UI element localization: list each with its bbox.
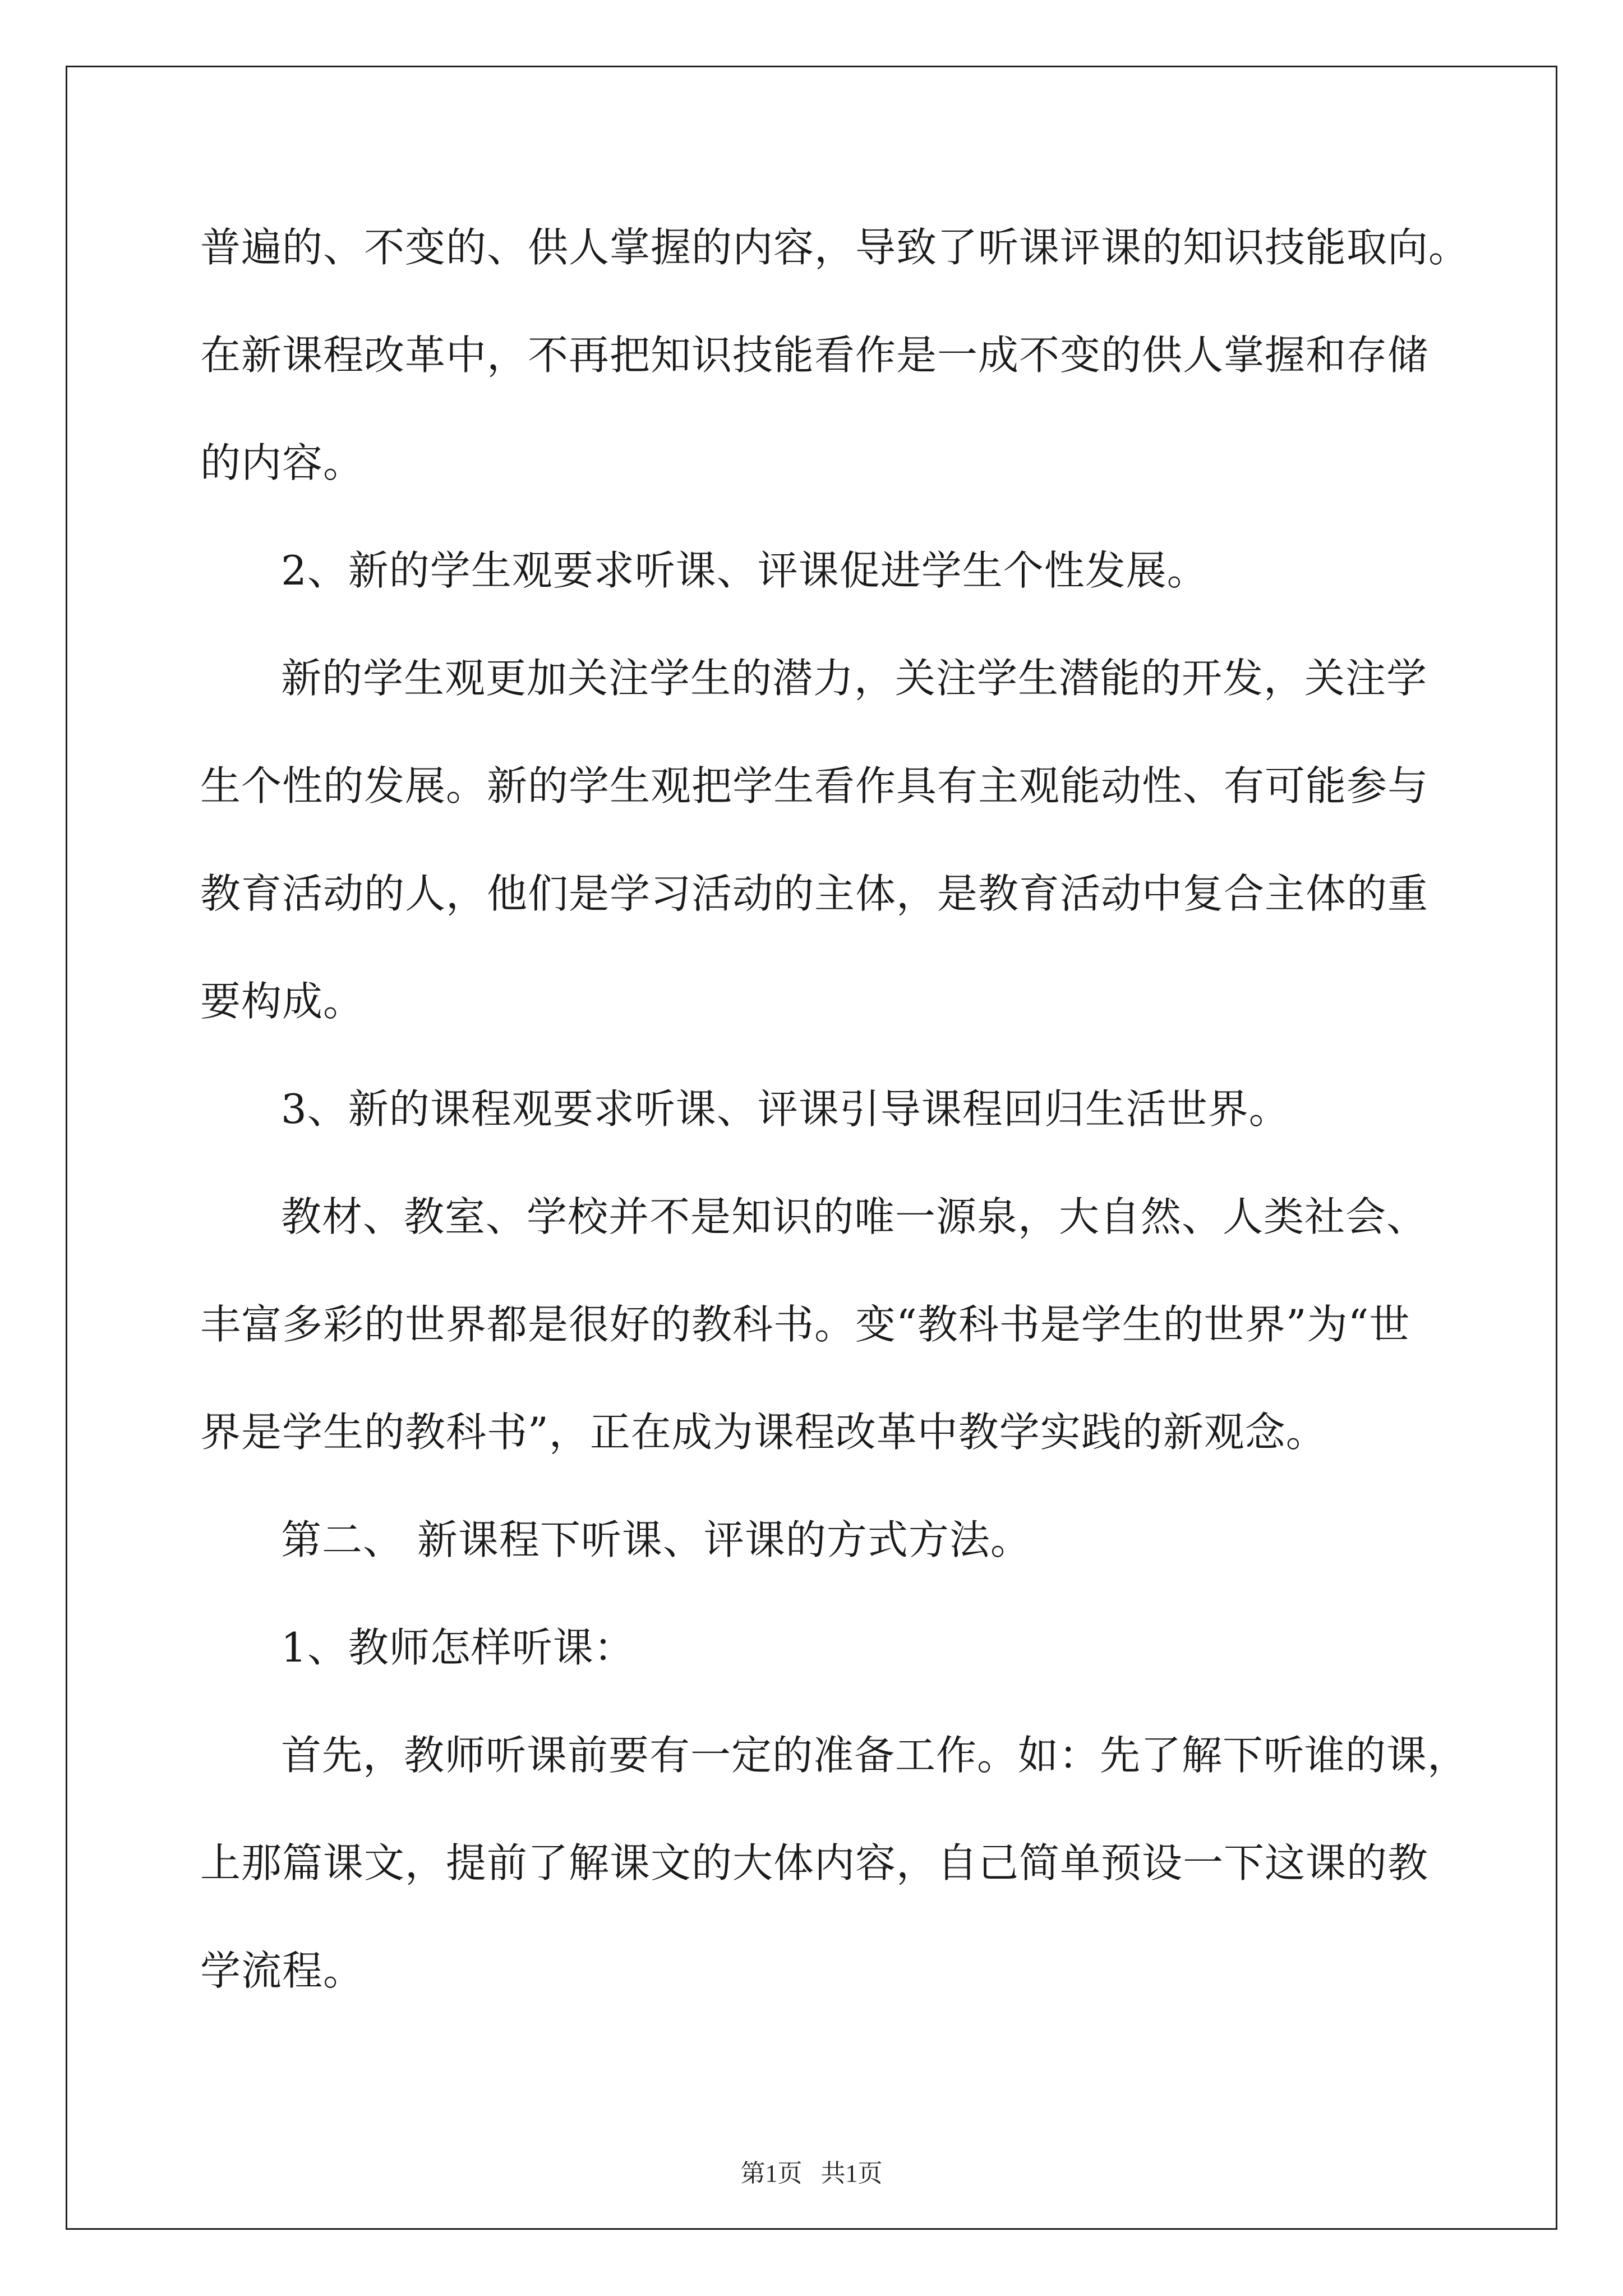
text-line: 上那篇课文，提前了解课文的大体内容，自己简单预设一下这课的教 [200, 1839, 1429, 1887]
section-heading: 2、新的学生观要求听课、评课促进学生个性发展。 [281, 547, 1208, 594]
section-heading: 3、新的课程观要求听课、评课引导课程回归生活世界。 [281, 1085, 1290, 1133]
text-line: 普遍的、不变的、供人掌握的内容，导致了听课评课的知识技能取向。 [200, 224, 1470, 271]
section-heading: 第二、 新课程下听课、评课的方式方法。 [281, 1516, 1031, 1563]
text-line: 界是学生的教科书”，正在成为课程改革中教学实践的新观念。 [200, 1409, 1327, 1456]
text-line: 首先，教师听课前要有一定的准备工作。如：先了解下听谁的课， [281, 1732, 1469, 1779]
section-heading: 1、教师怎样听课： [281, 1624, 635, 1671]
text-line: 的内容。 [200, 439, 365, 486]
page-number-footer: 第1页 共1页 [740, 2160, 883, 2187]
text-line: 生个性的发展。新的学生观把学生看作具有主观能动性、有可能参与 [200, 762, 1429, 809]
text-line: 教材、教室、学校并不是知识的唯一源泉，大自然、人类社会、 [281, 1193, 1428, 1240]
document-body [200, 194, 1470, 2024]
text-line: 要构成。 [200, 978, 365, 1025]
text-line: 学流程。 [200, 1947, 365, 1994]
text-line: 教育活动的人，他们是学习活动的主体，是教育活动中复合主体的重 [200, 870, 1429, 917]
text-line: 丰富多彩的世界都是很好的教科书。变“教科书是学生的世界”为“世 [200, 1301, 1410, 1348]
text-line: 新的学生观更加关注学生的潜力，关注学生潜能的开发，关注学 [281, 655, 1428, 702]
text-line: 在新课程改革中，不再把知识技能看作是一成不变的供人掌握和存储 [200, 332, 1429, 379]
